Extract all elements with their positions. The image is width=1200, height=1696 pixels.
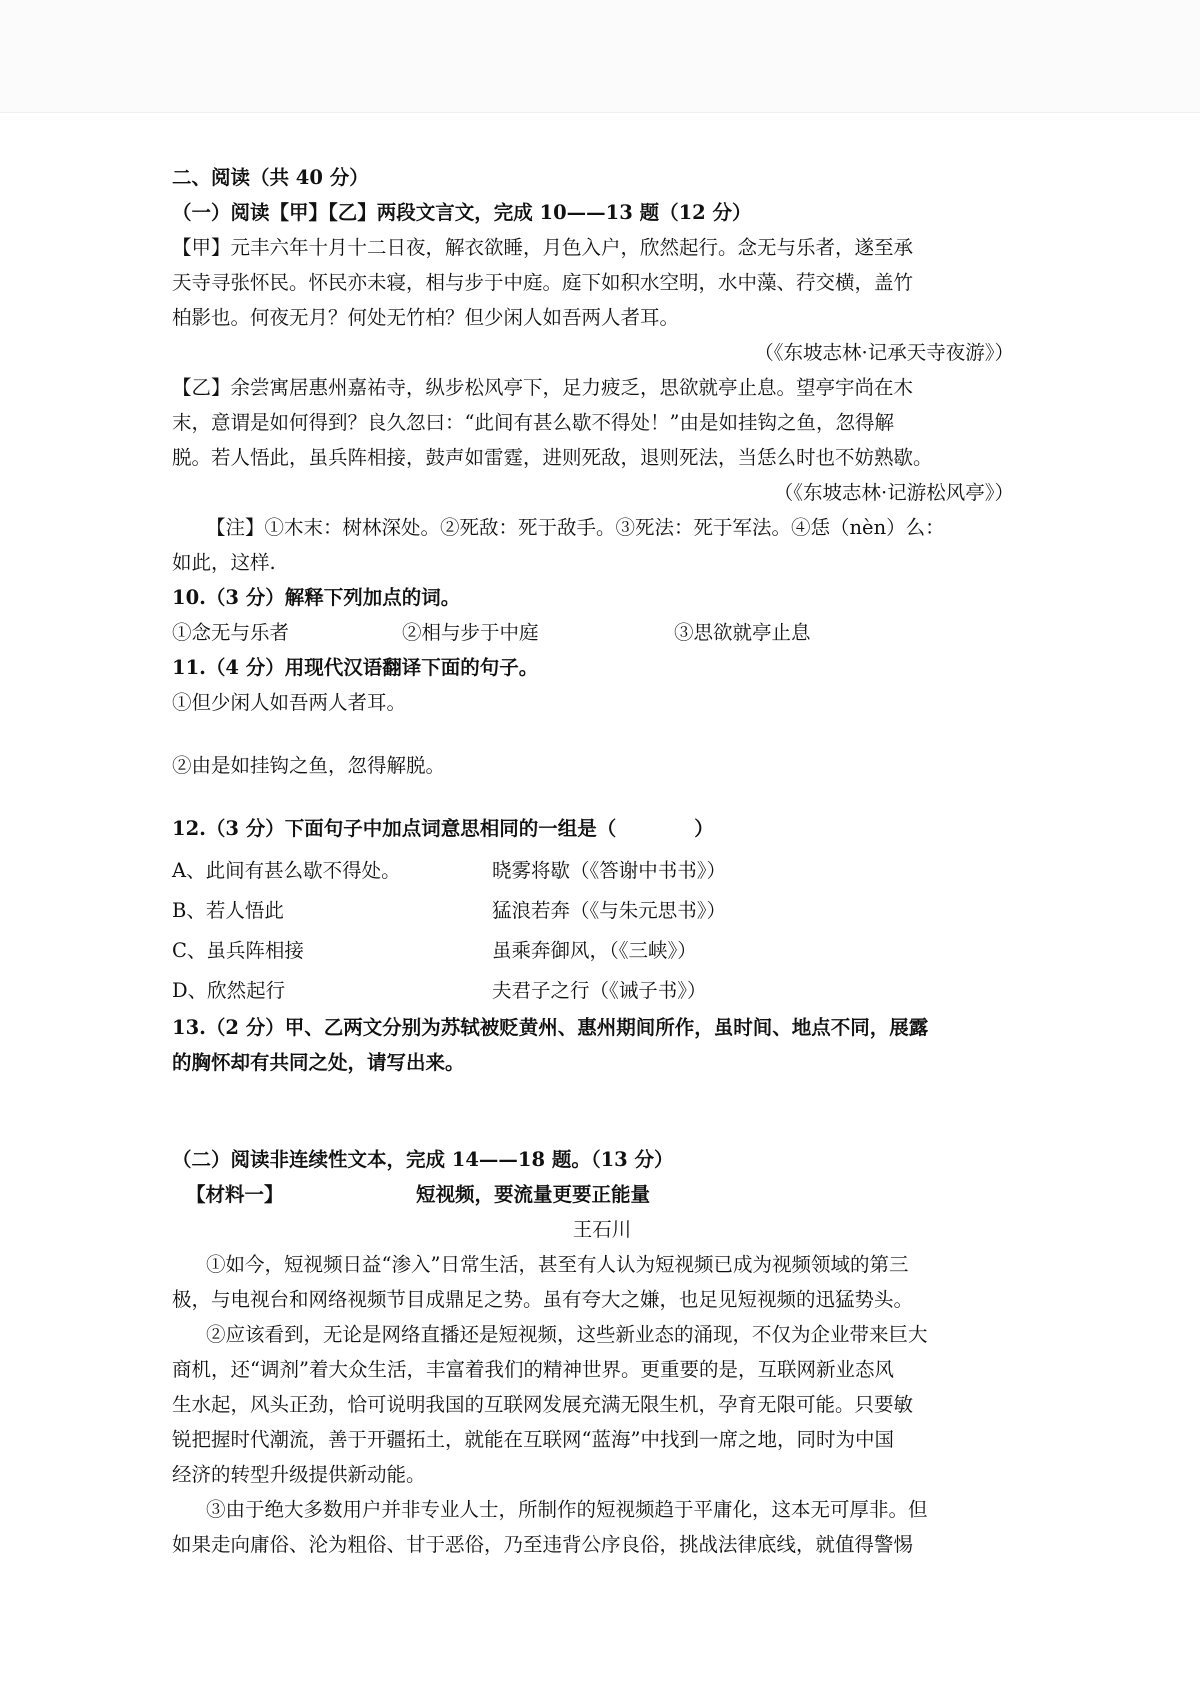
jia-source: （《东坡志林·记承天寺夜游》） [754, 341, 1014, 364]
q12-option-b: 晓雾将歇（《答谢中书书》） [492, 858, 727, 882]
q10-item: ②相与步于中庭 [402, 621, 539, 644]
q10-item: ①念无与乐者 [172, 621, 290, 644]
yi-line: 脱。若人悟此，虽兵阵相接，鼓声如雷霆，进则死敌，退则死法，当恁么时也不妨熟歇。 [172, 446, 933, 469]
answer-space [172, 720, 1032, 748]
paragraph-line: ③由于绝大多数用户并非专业人士，所制作的短视频趋于平庸化，这本无可厚非。但 [206, 1498, 928, 1521]
q13-line: 13.（2 分）甲、乙两文分别为苏轼被贬黄州、惠州期间所作，虽时间、地点不同，展露 [172, 1016, 929, 1039]
q13-line: 的胸怀却有共同之处，请写出来。 [172, 1051, 465, 1074]
q12-option-b: 夫君子之行（《诫子书》） [492, 978, 707, 1002]
yi-line: 末，意谓是如何得到？良久忽曰：“此间有甚么歇不得处！”由是如挂钩之鱼，忽得解 [172, 411, 894, 434]
q12-options [172, 850, 1032, 1010]
q12-option-a: A、此间有甚么歇不得处。 [172, 858, 401, 882]
answer-space [172, 1080, 1032, 1142]
material-label: 【材料一】 [186, 1183, 284, 1206]
q12-option-a: D、欣然起行 [172, 978, 286, 1002]
q12-option [172, 970, 1032, 1010]
q10-items [172, 615, 1032, 650]
paragraph-line: 锐把握时代潮流，善于开疆拓土，就能在互联网“蓝海”中找到一席之地，同时为中国 [172, 1428, 894, 1451]
yi-source: （《东坡志林·记游松风亭》） [773, 481, 1014, 504]
paragraph-line: 极，与电视台和网络视频节目成鼎足之势。虽有夸大之嫌，也足见短视频的迅猛势头。 [172, 1288, 914, 1311]
q10-item: ③思欲就亭止息 [674, 621, 811, 644]
q12-option-b: 虽乘奔御风，（《三峡》） [492, 938, 697, 962]
q12-option [172, 850, 1032, 890]
q11-item: ②由是如挂钩之鱼，忽得解脱。 [172, 754, 446, 777]
section-title: 二、阅读（共 40 分） [172, 166, 369, 189]
page-header-strip [0, 0, 1200, 113]
exam-page [172, 160, 1032, 1562]
part1-heading: （一）阅读【甲】【乙】两段文言文，完成 10——13 题（12 分） [172, 201, 752, 224]
q10-stem: 10.（3 分）解释下列加点的词。 [172, 586, 461, 609]
paragraph-line: ①如今，短视频日益“渗入”日常生活，甚至有人认为短视频已成为视频领域的第三 [206, 1253, 909, 1276]
yi-line: 【乙】余尝寓居惠州嘉祐寺，纵步松风亭下，足力疲乏，思欲就亭止息。望亭宇尚在木 [172, 376, 914, 399]
paragraph-line: 如果走向庸俗、沦为粗俗、甘于恶俗，乃至违背公序良俗，挑战法律底线，就值得警惕 [172, 1533, 914, 1556]
note-line: 【注】①木末：树林深处。②死敌：死于敌手。③死法：死于军法。④恁（nèn）么： [206, 516, 945, 539]
q12-option [172, 890, 1032, 930]
q11-item: ①但少闲人如吾两人者耳。 [172, 691, 407, 714]
material-header [172, 1177, 1032, 1212]
q12-stem: 12.（3 分）下面句子中加点词意思相同的一组是（ ） [172, 817, 714, 840]
answer-space [172, 783, 1032, 811]
paragraph-line: 经济的转型升级提供新动能。 [172, 1463, 426, 1486]
paragraph-line: 商机，还“调剂”着大众生活，丰富着我们的精神世界。更重要的是，互联网新业态风 [172, 1358, 894, 1381]
part2-heading: （二）阅读非连续性文本，完成 14——18 题。（13 分） [172, 1148, 674, 1171]
jia-line: 天寺寻张怀民。怀民亦未寝，相与步于中庭。庭下如积水空明，水中藻、荇交横，盖竹 [172, 271, 914, 294]
jia-line: 柏影也。何夜无月？何处无竹柏？但少闲人如吾两人者耳。 [172, 306, 680, 329]
jia-line: 【甲】元丰六年十月十二日夜，解衣欲睡，月色入户，欣然起行。念无与乐者，遂至承 [172, 236, 914, 259]
q12-option-a: C、虽兵阵相接 [172, 938, 304, 962]
q11-stem: 11.（4 分）用现代汉语翻译下面的句子。 [172, 656, 539, 679]
q12-option-a: B、若人悟此 [172, 898, 284, 922]
paragraph-line: ②应该看到，无论是网络直播还是短视频，这些新业态的涌现，不仅为企业带来巨大 [206, 1323, 928, 1346]
q12-option-b: 猛浪若奔（《与朱元思书》） [492, 898, 727, 922]
paragraph-line: 生水起，风头正劲，恰可说明我国的互联网发展充满无限生机，孕育无限可能。只要敏 [172, 1393, 914, 1416]
q12-option [172, 930, 1032, 970]
note-line: 如此，这样. [172, 551, 276, 574]
article-title: 短视频，要流量更要正能量 [416, 1183, 651, 1206]
article-author: 王石川 [572, 1218, 632, 1241]
